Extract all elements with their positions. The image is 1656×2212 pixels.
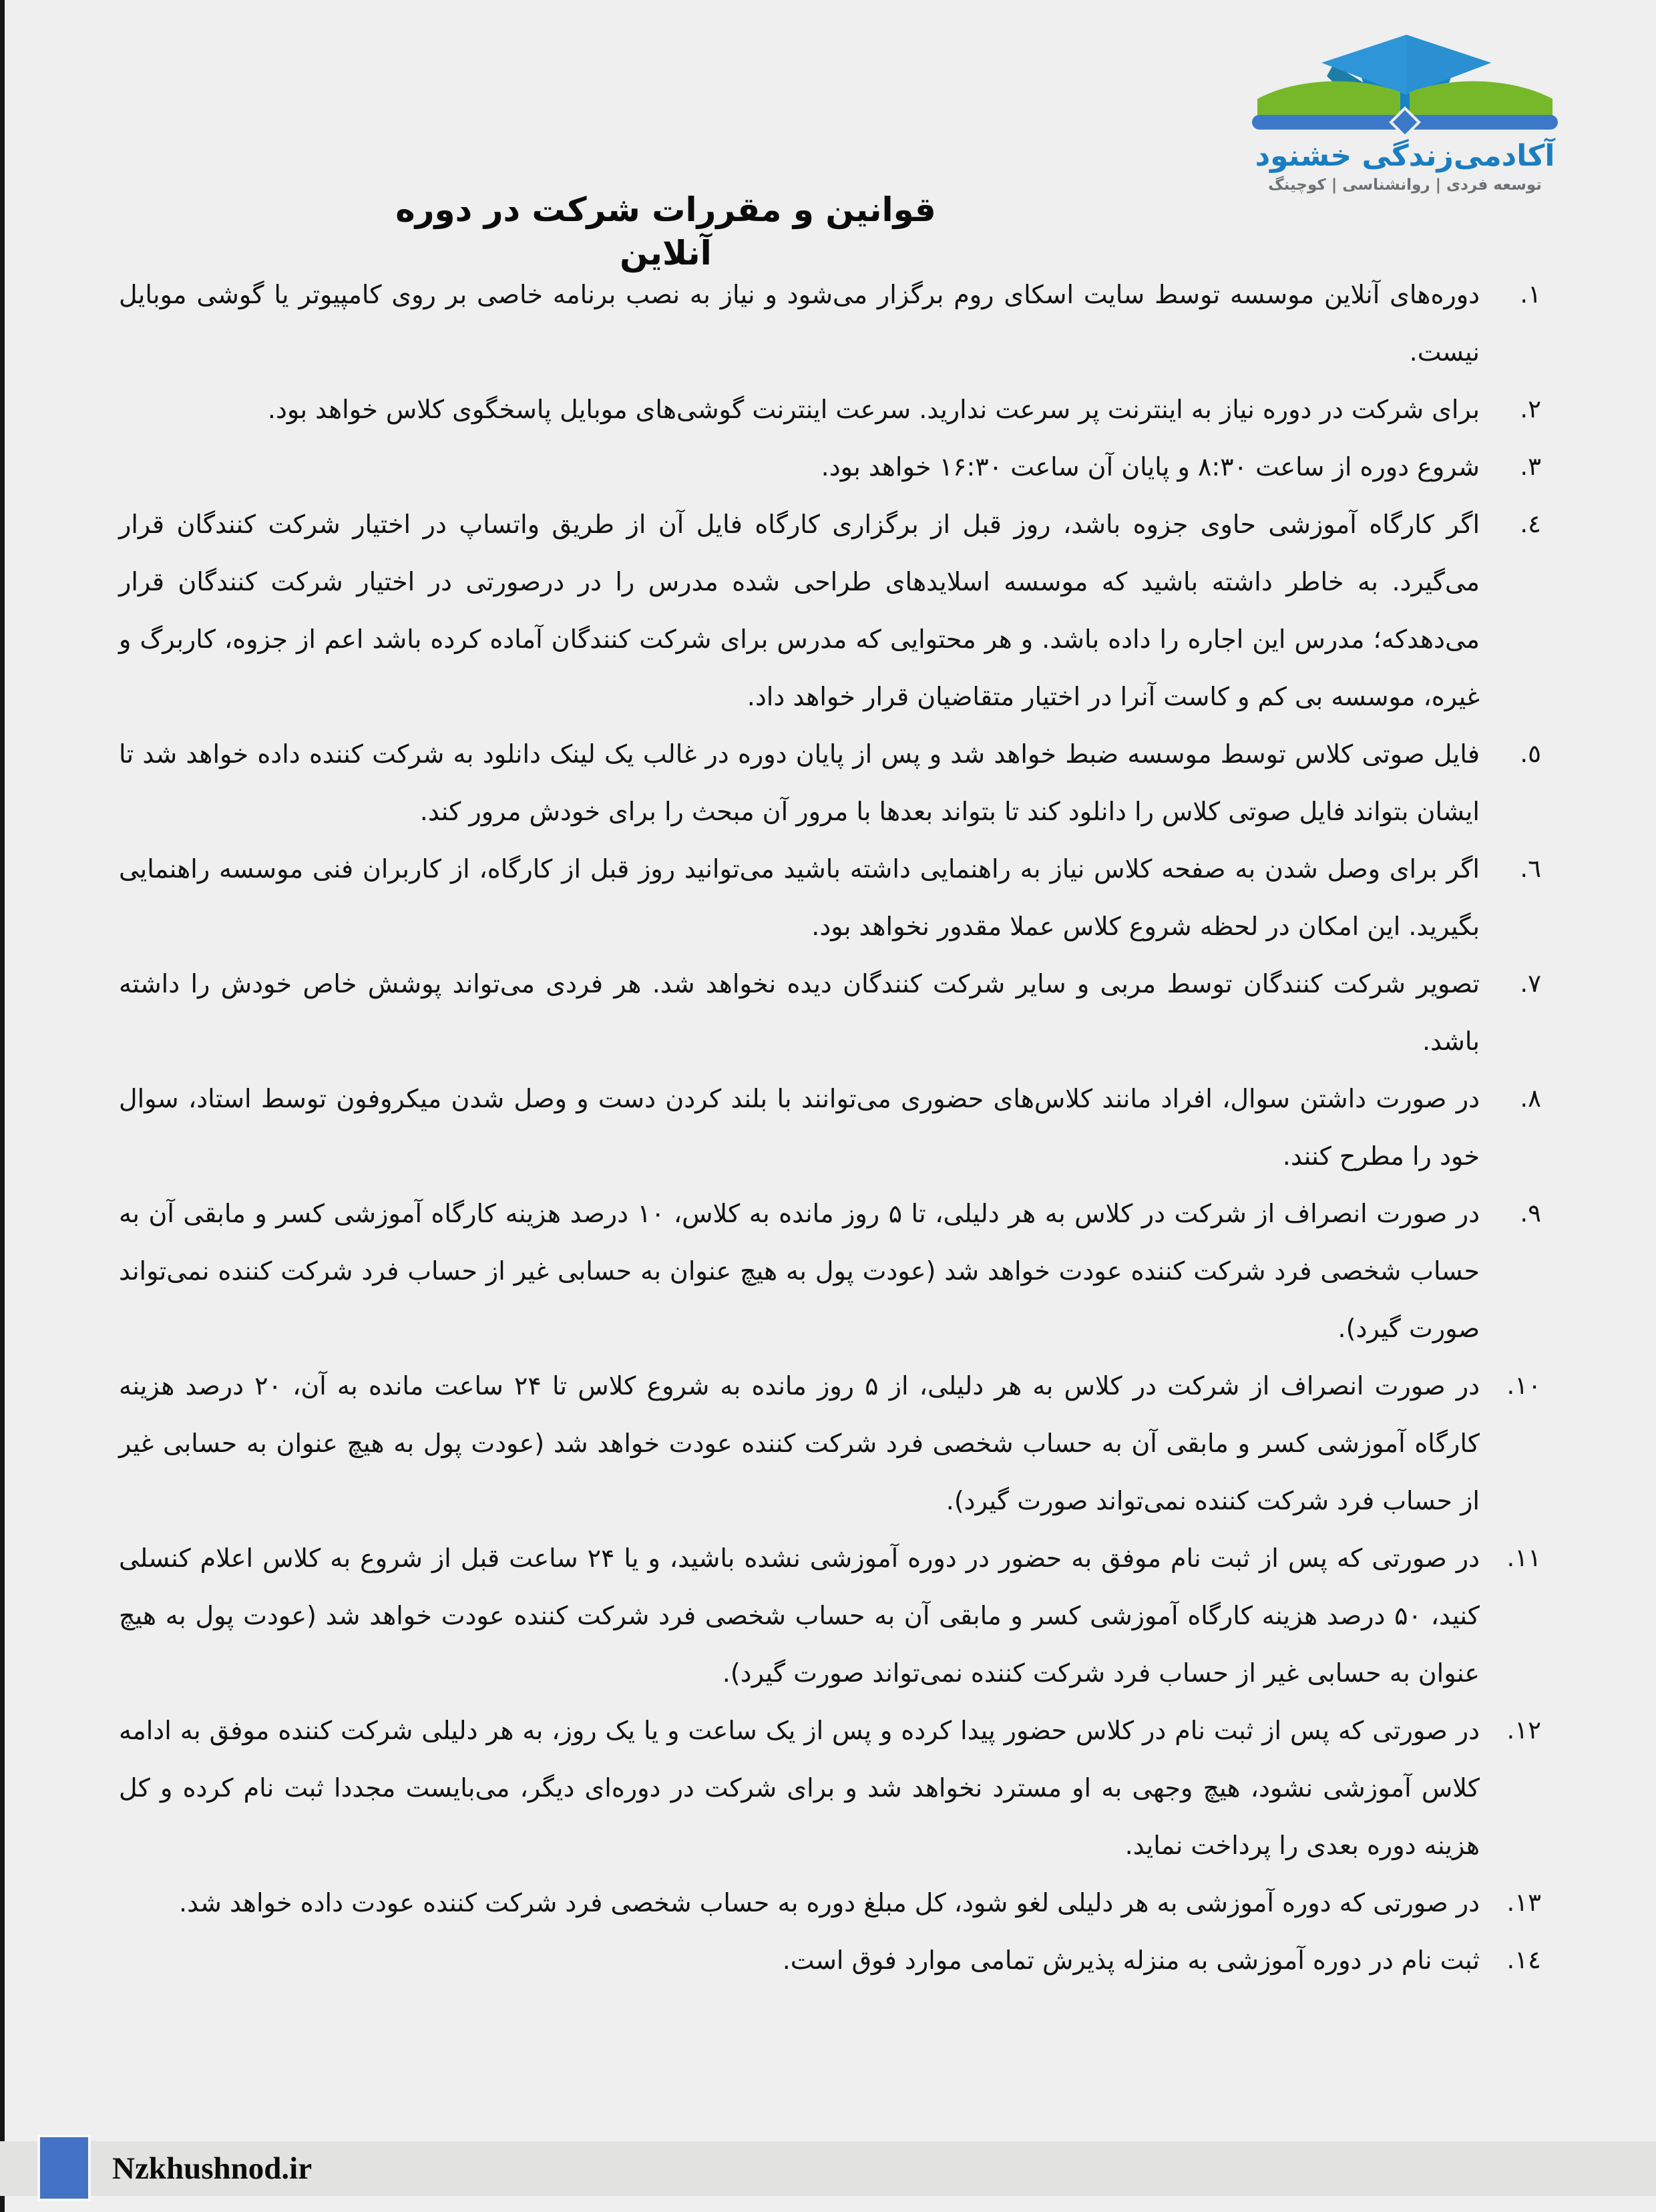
rule-text: دوره‌های آنلاین موسسه توسط سایت اسکای روم برگزار می‌شود و نیاز به نصب برنامه خاصی بر روی کامپیوتر یا گوشی موبایل نیست. [119, 280, 1480, 367]
rule-number: ٦. [1520, 854, 1541, 883]
page-title: قوانین و مقررات شرکت در دوره آنلاین [395, 190, 936, 272]
rule-number: ٥. [1520, 739, 1541, 768]
rule-item [119, 955, 1541, 1070]
rule-number: ١٤. [1506, 1946, 1541, 1974]
rule-item [119, 840, 1541, 955]
footer-blue-square [37, 2135, 91, 2201]
rule-number: ٢. [1520, 395, 1541, 423]
rule-text: اگر برای وصل شدن به صفحه کلاس نیاز به راهنمایی داشته باشید می‌توانید روز قبل از کارگاه، از کاربران فنی موسسه راهنمایی بگیرید. این امکان در لحظه شروع کلاس عملا مقدور نخواهد بود. [119, 854, 1480, 941]
rule-number: ١٣. [1506, 1888, 1541, 1917]
rule-number: ١٠. [1506, 1371, 1541, 1400]
rule-text: در صورت انصراف از شرکت در کلاس به هر دلیلی، تا ۵ روز مانده به کلاس، ۱۰ درصد هزینه کارگاه آموزشی کسر و مابقی آن به حساب شخصی فرد شرکت کننده عودت خواهد شد (عودت پول به هیچ عنوان به حسابی غیر از حساب فرد شرکت کننده نمی‌تواند صورت گیرد). [119, 1199, 1480, 1343]
rule-item [119, 496, 1541, 725]
rule-text: در صورتی که دوره آموزشی به هر دلیلی لغو شود، کل مبلغ دوره به حساب شخصی فرد شرکت کننده عودت داده خواهد شد. [179, 1888, 1480, 1917]
rule-number: ٨. [1520, 1084, 1541, 1113]
rule-item [119, 1702, 1541, 1874]
rule-number: ٩. [1520, 1199, 1541, 1228]
rule-text: در صورت داشتن سوال، افراد مانند کلاس‌های حضوری می‌توانند با بلند کردن دست و وصل شدن میکروفون توسط استاد، سوال خود را مطرح کنند. [119, 1084, 1480, 1171]
rule-number: ١. [1520, 280, 1541, 309]
rule-item [119, 1070, 1541, 1185]
rule-text: در صورتی که پس از ثبت نام موفق به حضور در دوره آموزشی نشده باشید، و یا ۲۴ ساعت قبل از شروع به کلاس اعلام کنسلی کنید، ۵۰ درصد هزینه کارگاه آموزشی کسر و مابقی آن به حساب شخصی فرد شرکت کننده عودت خواهد شد (عودت پول به هیچ عنوان به حسابی غیر از حساب فرد شرکت کننده نمی‌تواند صورت گیرد). [119, 1543, 1480, 1688]
rule-item [119, 1357, 1541, 1529]
rule-text: در صورتی که پس از ثبت نام در کلاس حضور پیدا کرده و پس از یک ساعت و یا یک روز، به هر دلیلی شرکت کننده موفق به ادامه کلاس آموزشی نشود، هیچ وجهی به او مسترد نخواهد شد و برای شرکت در دوره‌ای دیگر، می‌بایست مجددا ثبت نام کرده و کل هزینه دوره بعدی را پرداخت نماید. [119, 1716, 1480, 1860]
rule-item [119, 381, 1541, 438]
footer-bar [0, 2141, 1656, 2196]
rules-list [119, 266, 1541, 1989]
rule-item [119, 1185, 1541, 1357]
graduation-book-icon [1246, 35, 1564, 140]
website-url: Nzkhushnod.ir [112, 2151, 313, 2186]
rule-text: فایل صوتی کلاس توسط موسسه ضبط خواهد شد و پس از پایان دوره در غالب یک لینک دانلود به شرکت کننده داده خواهد شد تا ایشان بتواند فایل صوتی کلاس را دانلود کند تا بتواند بعدها با مرور آن مبحث را برای خودش مرور کند. [119, 739, 1480, 826]
rule-text: ثبت نام در دوره آموزشی به منزله پذیرش تمامی موارد فوق است. [782, 1946, 1480, 1975]
rule-text: تصویر شرکت کنندگان توسط مربی و سایر شرکت کنندگان دیده نخواهد شد. هر فردی می‌تواند پوشش خاص خودش را داشته باشد. [119, 969, 1480, 1056]
rule-text: برای شرکت در دوره نیاز به اینترنت پر سرعت ندارید. سرعت اینترنت گوشی‌های موبایل پاسخگوی کلاس خواهد بود. [267, 395, 1480, 424]
rule-item [119, 438, 1541, 496]
academy-name: آکادمی‌زندگی خشنود [1255, 139, 1555, 173]
academy-tagline: توسعه فردی | روانشناسی | کوچینگ [1268, 176, 1542, 194]
rule-text: اگر کارگاه آموزشی حاوی جزوه باشد، روز قبل از برگزاری کارگاه فایل آن از طریق واتساپ در اختیار شرکت کنندگان قرار می‌گیرد. به خاطر داشته باشید که موسسه اسلایدهای طراحی شده مدرس را در درصورتی در اختیار شرکت کنندگان قرار می‌دهدکه؛ مدرس این اجاره را داده باشد. و هر محتوایی که مدرس برای شرکت کنندگان آماده کرده باشد اعم از جزوه، کاربرگ و غیره، موسسه بی کم و کاست آنرا در اختیار متقاضیان قرار خواهد داد. [119, 510, 1480, 711]
rule-item [119, 1931, 1541, 1989]
rule-item [119, 1529, 1541, 1702]
rule-number: ٣. [1520, 452, 1541, 481]
rule-item [119, 266, 1541, 381]
rule-number: ١٢. [1506, 1716, 1541, 1744]
rule-item [119, 725, 1541, 840]
page-left-edge-strip [0, 0, 5, 2212]
rule-number: ٧. [1520, 969, 1541, 998]
rule-text: شروع دوره از ساعت ۸:۳۰ و پایان آن ساعت ۱۶:۳۰ خواهد بود. [821, 452, 1480, 482]
rule-text: در صورت انصراف از شرکت در کلاس به هر دلیلی، از ۵ روز مانده به شروع کلاس تا ۲۴ ساعت مانده به آن، ۲۰ درصد هزینه کارگاه آموزشی کسر و مابقی آن به حساب شخصی فرد شرکت کننده عودت خواهد شد (عودت پول به هیچ عنوان به حسابی غیر از حساب فرد شرکت کننده نمی‌تواند صورت گیرد). [119, 1371, 1480, 1515]
academy-logo [1246, 35, 1564, 193]
rule-item [119, 1874, 1541, 1931]
rule-number: ١١. [1506, 1543, 1541, 1572]
rule-number: ٤. [1520, 510, 1541, 538]
